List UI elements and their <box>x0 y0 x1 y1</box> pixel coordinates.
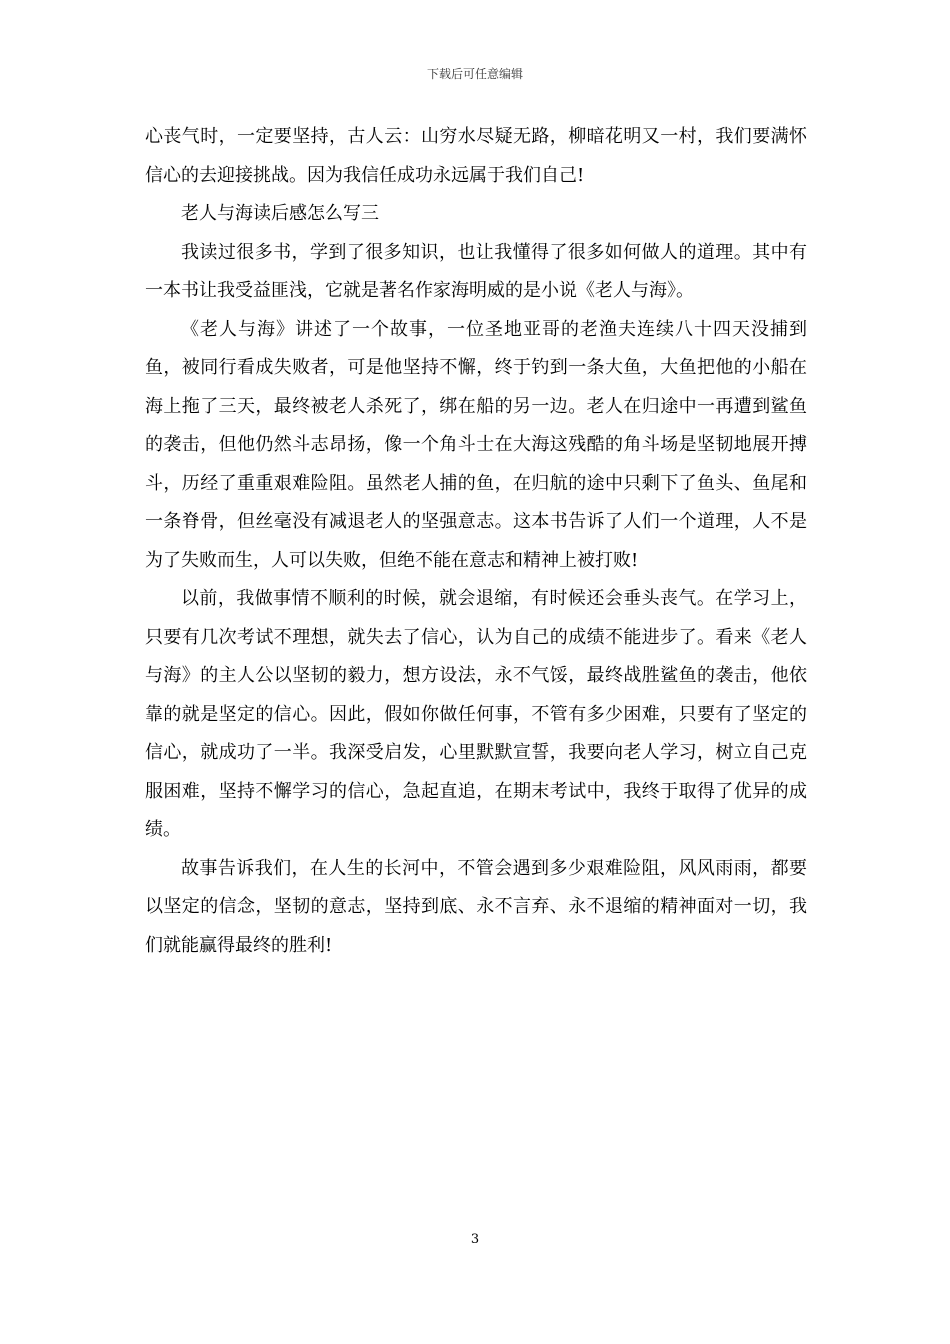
paragraph: 故事告诉我们，在人生的长河中，不管会遇到多少艰难险阻，风风雨雨，都要以坚定的信念，坚韧的意志，坚持到底、永不言弃、永不退缩的精神面对一切，我们就能赢得最终的胜利! <box>145 857 807 956</box>
paragraph: 以前，我做事情不顺利的时候，就会退缩，有时候还会垂头丧气。在学习上，只要有几次考试不理想，就失去了信心，认为自己的成绩不能进步了。看来《老人与海》的主人公以坚韧的毅力，想方设法，永不气馁，最终战胜鲨鱼的袭击，他依靠的就是坚定的信心。因此，假如你做任何事，不管有多少困难，只要有了坚定的信心，就成功了一半。我深受启发，心里默默宣誓，我要向老人学习，树立自己克服困难，坚持不懈学习的信心，急起直追，在期末考试中，我终于取得了优异的成绩。 <box>145 588 807 840</box>
paragraph: 我读过很多书，学到了很多知识，也让我懂得了很多如何做人的道理。其中有一本书让我受益匪浅，它就是著名作家海明威的是小说《老人与海》。 <box>145 241 807 301</box>
document-body <box>145 118 807 965</box>
page-header: 下载后可任意编辑 <box>426 67 523 81</box>
section-heading: 老人与海读后感怎么写三 <box>181 203 379 224</box>
paragraph: 《老人与海》讲述了一个故事，一位圣地亚哥的老渔夫连续八十四天没捕到鱼，被同行看成失败者，可是他坚持不懈，终于钓到一条大鱼，大鱼把他的小船在海上拖了三天，最终被老人杀死了，绑在船的另一边。老人在归途中一再遭到鲨鱼的袭击，但他仍然斗志昂扬，像一个角斗士在大海这残酷的角斗场是坚韧地展开搏斗，历经了重重艰难险阻。虽然老人捕的鱼，在归航的途中只剩下了鱼头、鱼尾和一条脊骨，但丝毫没有减退老人的坚强意志。这本书告诉了人们一个道理，人不是为了失败而生，人可以失败，但绝不能在意志和精神上被打败! <box>145 318 807 571</box>
page-number: 3 <box>470 1232 480 1247</box>
paragraph-continuation: 心丧气时，一定要坚持，古人云：山穷水尽疑无路，柳暗花明又一村，我们要满怀信心的去迎接挑战。因为我信任成功永远属于我们自己! <box>145 126 807 186</box>
